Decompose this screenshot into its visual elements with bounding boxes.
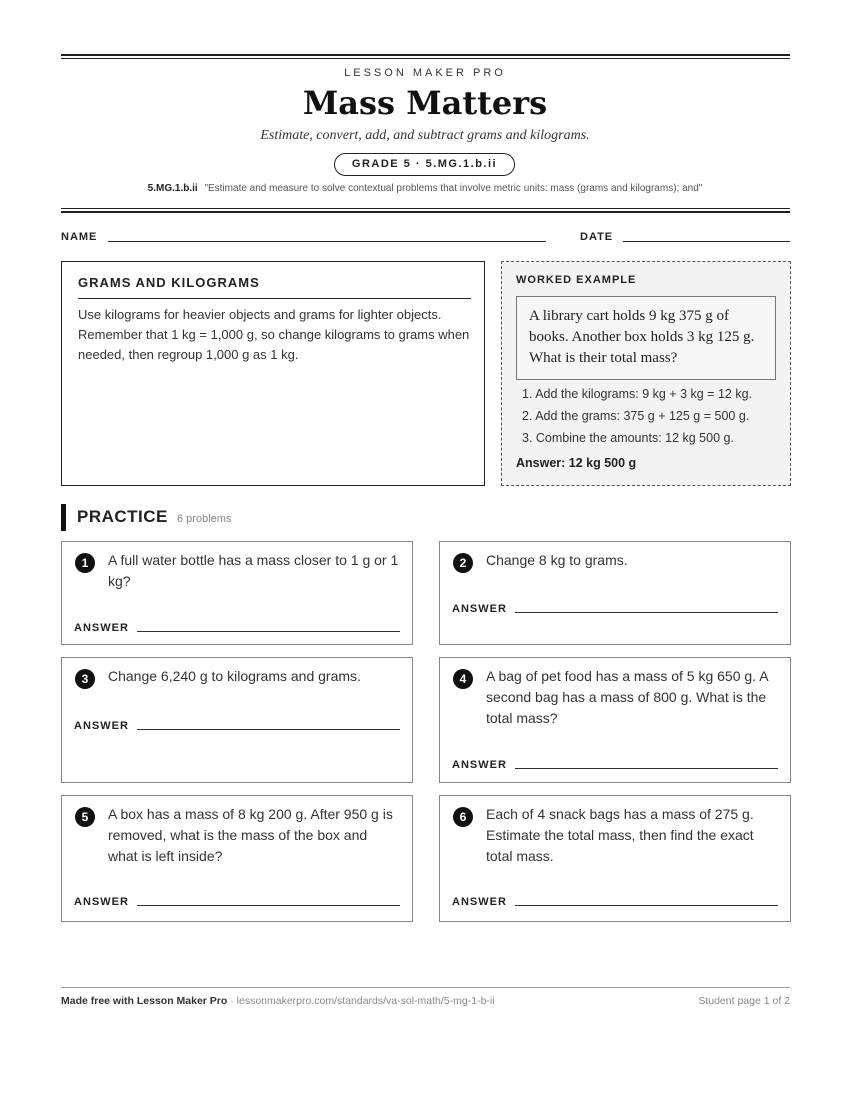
standard-text: "Estimate and measure to solve contextual problems that involve metric units: mass (grams and kilograms); and" [204,183,703,194]
practice-accent-bar [61,504,66,531]
header-top-rule-thin [61,58,790,59]
page-title: Mass Matters [302,84,548,122]
worked-example-box [501,261,791,486]
worked-example-step: 3. Combine the amounts: 12 kg 500 g. [522,431,734,445]
answer-field[interactable] [515,905,778,906]
problem-card-2 [439,541,791,645]
header-bottom-rule-thin [61,208,790,209]
worked-example-step: 2. Add the grams: 375 g + 125 g = 500 g. [522,409,750,423]
footer-credit [61,995,495,1007]
answer-label: ANSWER [452,896,507,908]
footer-rule [61,987,790,988]
problem-card-1 [61,541,413,645]
problem-number: 2 [453,553,473,573]
answer-label: ANSWER [74,720,129,732]
answer-label: ANSWER [452,759,507,771]
page-subtitle: Estimate, convert, add, and subtract grams and kilograms. [260,128,590,143]
footer-made-with: Made free with Lesson Maker Pro [61,995,228,1007]
problem-text: Each of 4 snack bags has a mass of 275 g. Estimate the total mass, then find the exact total mass. [486,806,754,864]
problem-card-6 [439,795,791,922]
practice-title: PRACTICE [77,507,168,526]
header-bottom-rule [61,211,790,213]
problem-number: 6 [453,807,473,827]
problem-card-5 [61,795,413,922]
footer-page-number: Student page 1 of 2 [698,995,790,1007]
answer-label: ANSWER [74,622,129,634]
brand-name: LESSON MAKER PRO [344,67,506,79]
problem-number: 1 [75,553,95,573]
practice-count: 6 problems [177,513,232,525]
concept-box [61,261,485,486]
answer-label: ANSWER [74,896,129,908]
problem-card-4 [439,657,791,783]
problem-text: Change 6,240 g to kilograms and grams. [108,668,361,684]
concept-divider [78,298,471,299]
header-top-rule [61,54,790,56]
answer-field[interactable] [137,905,400,906]
concept-title: GRAMS AND KILOGRAMS [78,275,260,290]
concept-body: Use kilograms for heavier objects and grams for lighter objects. Remember that 1 kg = 1,000 g, so change kilograms to grams when needed, then regroup 1,000 g as 1 kg. [78,307,470,362]
problem-card-3 [61,657,413,783]
problem-text: A box has a mass of 8 kg 200 g. After 950 g is removed, what is the mass of the box and what is left inside? [108,806,393,864]
problem-number: 3 [75,669,95,689]
date-field[interactable] [623,241,790,242]
answer-field[interactable] [137,631,400,632]
footer-url[interactable]: · lessonmakerpro.com/standards/va-sol-math/5-mg-1-b-ii [227,995,495,1007]
date-label: DATE [580,231,614,243]
problem-number: 4 [453,669,473,689]
answer-field[interactable] [515,612,778,613]
standard-line [0,183,850,194]
answer-field[interactable] [137,729,400,730]
problem-number: 5 [75,807,95,827]
worked-example-question: A library cart holds 9 kg 375 g of books. Another box holds 3 kg 125 g. What is their total mass? [516,296,776,380]
name-label: NAME [61,231,98,243]
standard-code: 5.MG.1.b.ii [147,183,198,194]
problem-text: Change 8 kg to grams. [486,552,628,568]
worked-example-step: 1. Add the kilograms: 9 kg + 3 kg = 12 kg. [522,387,752,401]
problem-text: A bag of pet food has a mass of 5 kg 650 g. A second bag has a mass of 800 g. What is the total mass? [486,668,768,726]
answer-field[interactable] [515,768,778,769]
answer-label: ANSWER [452,603,507,615]
worked-example-answer: Answer: 12 kg 500 g [516,456,637,470]
grade-badge: GRADE 5 · 5.MG.1.b.ii [334,153,515,176]
name-field[interactable] [108,241,546,242]
worked-example-title: WORKED EXAMPLE [516,274,637,286]
problem-text: A full water bottle has a mass closer to 1 g or 1 kg? [108,552,399,589]
